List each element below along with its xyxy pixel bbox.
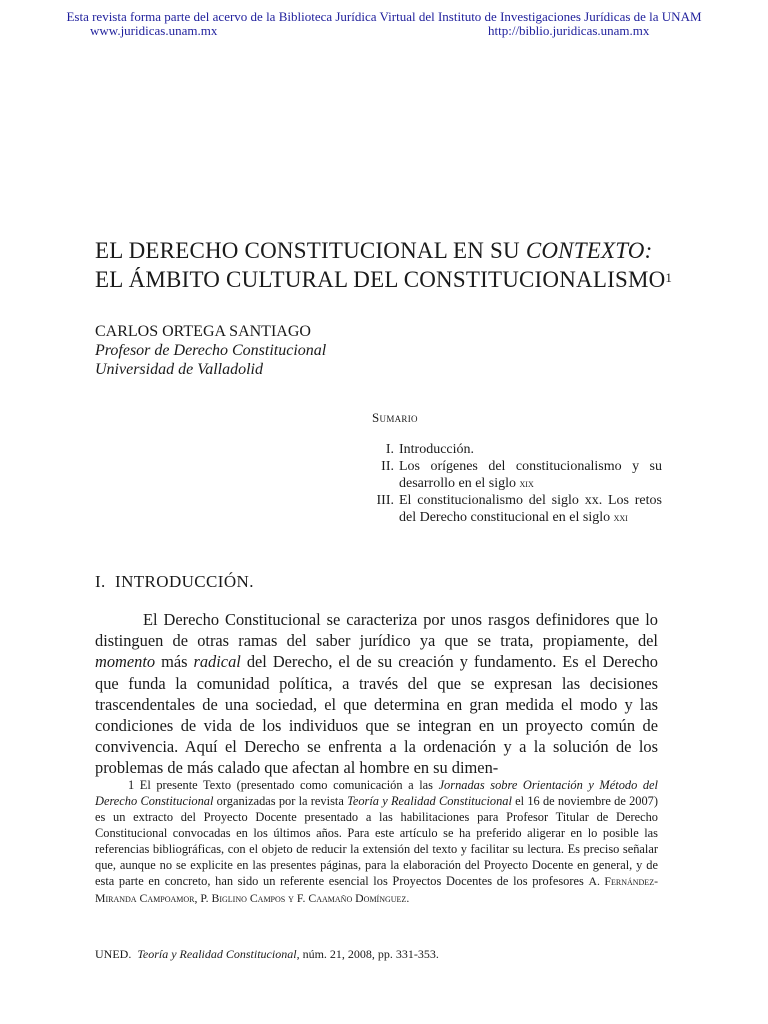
- footnote-italic: Teoría y Realidad Constitucional: [347, 794, 512, 808]
- footnote-text: organizadas por la revista: [213, 794, 348, 808]
- paragraph-italic: radical: [193, 652, 241, 672]
- toc-number: II.: [381, 459, 394, 474]
- footnote-paragraph: [95, 777, 658, 907]
- title-footnote-mark[interactable]: 1: [665, 270, 673, 285]
- toc-item[interactable]: [360, 458, 662, 492]
- sumario-list: [360, 441, 662, 526]
- footer-text: UNED.: [95, 947, 138, 961]
- sumario-heading: Sumario: [372, 410, 418, 425]
- paragraph-text: más: [155, 652, 194, 672]
- page-footer: [95, 947, 439, 962]
- author-position: Profesor de Derecho Constitucional: [95, 342, 327, 359]
- paragraph: [95, 609, 658, 779]
- footnote-text: 1 El presente Texto (presentado como comunicación a las: [128, 778, 439, 792]
- paragraph-text: El Derecho Constitucional se caracteriza por unos rasgos definidores que lo distinguen de otras ramas del saber jurídico ya que se trata, propiamente, del: [95, 610, 658, 651]
- toc-text: Introducción.: [399, 442, 475, 457]
- toc-text: El constitucionalismo del siglo xx. Los retos del Derecho constitucional en el siglo: [399, 493, 662, 525]
- article-title: [95, 236, 695, 294]
- toc-century: xix: [519, 476, 534, 490]
- footnote-authors: A. Fernández-Miranda Campoamor, P. Biglino Campos y F. Caamaño Domínguez.: [95, 875, 658, 905]
- juridicas-link[interactable]: www.juridicas.unam.mx: [90, 23, 218, 38]
- footnote-italic: Jornadas sobre Orientación y Método del Derecho Constitucional: [95, 778, 658, 808]
- paragraph-italic: momento: [95, 652, 156, 672]
- toc-item[interactable]: [360, 441, 662, 458]
- footnote: [95, 777, 658, 907]
- title-contexto: CONTEXTO:: [525, 238, 653, 263]
- footnote-text: el 16 de noviembre de 2007) es un extracto del Proyecto Docente presentado a las habilitaciones para Profesor Titular de Derecho Constitucional convocadas en los últimos años. Para este artículo se ha preferido aligerar en lo posible las referencias bibliográficas, con el objeto de reducir la extensión del texto y facilitar su lectura. Es preciso señalar que, aunque no se explicite en las presentes páginas, para la elaboración del Proyecto Docente en general, y de esta parte en concreto, han sido un referente esencial los Proyectos Docentes de los profesores: [95, 794, 658, 888]
- toc-text: Los orígenes del constitucionalismo y su desarrollo en el siglo: [399, 459, 662, 491]
- toc-item[interactable]: [360, 492, 662, 526]
- body-text: [95, 609, 658, 779]
- repository-banner: [0, 10, 768, 38]
- title-line1: EL DERECHO CONSTITUCIONAL EN SU: [95, 238, 526, 263]
- biblio-link[interactable]: http://biblio.juridicas.unam.mx: [488, 23, 650, 38]
- section-heading: I. INTRODUCCIÓN.: [95, 572, 254, 591]
- banner-text: Esta revista forma parte del acervo de la Biblioteca Jurídica Virtual del Instituto de Investigaciones Jurídicas de la UNAM: [66, 9, 702, 24]
- title-line2: EL ÁMBITO CULTURAL DEL CONSTITUCIONALISMO: [95, 267, 666, 292]
- toc-number: III.: [376, 493, 394, 508]
- author-name: CARLOS ORTEGA SANTIAGO: [95, 323, 311, 340]
- paragraph-text: del Derecho, el de su creación y fundamento. Es el Derecho que funda la comunidad política, a través del que se expresan las decisiones trascendentales de una sociedad, el que determina en gran medida el modo y las condiciones de vida de los individuos que se integran en un proyecto común de convivencia. Aquí el Derecho se enfrenta a la ordenación y a la solución de los problemas de más calado que afectan al hombre en su dimen-: [95, 652, 658, 778]
- author-university: Universidad de Valladolid: [95, 361, 263, 378]
- toc-number: I.: [385, 442, 394, 457]
- footer-journal: Teoría y Realidad Constitucional: [137, 947, 297, 961]
- toc-century: xxi: [613, 510, 628, 524]
- footer-text: , núm. 21, 2008, pp. 331-353.: [296, 947, 439, 961]
- author-block: [95, 322, 595, 379]
